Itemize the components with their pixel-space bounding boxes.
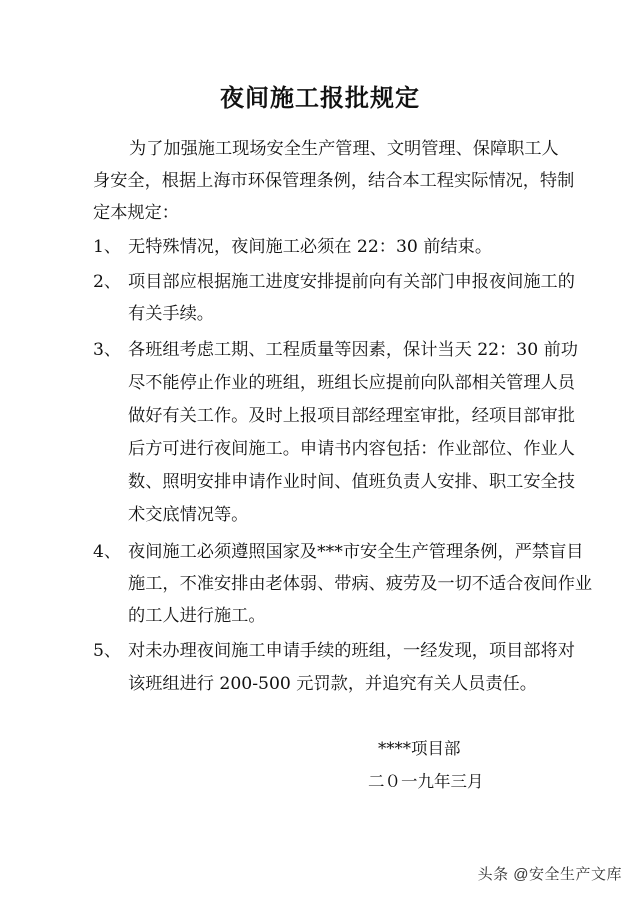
item-number: 2、 [93,272,122,292]
intro-line: 为了加强施工现场安全生产管理、文明管理、保障职工人 [129,139,559,159]
signature-department: ****项目部 [378,739,461,758]
item-line: 做好有关工作。及时上报项目部经理室审批，经项目部审批 [128,406,575,426]
intro-line: 身安全，根据上海市环保管理条例，结合本工程实际情况，特制 [93,171,575,191]
item-line: 后方可进行夜间施工。申请书内容包括：作业部位、作业人 [128,439,575,459]
item-line: 项目部应根据施工进度安排提前向有关部门申报夜间施工的 [128,272,575,292]
item-number: 3、 [93,340,122,360]
item-number: 4、 [93,542,122,562]
item-number: 1、 [93,237,122,257]
item-line: 无特殊情况，夜间施工必须在 22：30 前结束。 [128,237,493,257]
document-title: 夜间施工报批规定 [220,83,420,112]
item-line: 尽不能停止作业的班组，班组长应提前向队部相关管理人员 [128,373,575,393]
item-line: 施工，不准安排由老体弱、带病、疲劳及一切不适合夜间作业 [128,574,593,594]
item-line: 该班组进行 200-500 元罚款，并追究有关人员责任。 [128,674,537,694]
item-line: 有关手续。 [128,304,214,324]
watermark: 头条 @安全生产文库 [477,866,622,883]
item-number: 5、 [93,641,122,661]
item-line: 数、照明安排申请作业时间、值班负责人安排、职工安全技 [128,472,575,492]
intro-line: 定本规定： [93,203,179,223]
signature-date: 二０一九年三月 [368,772,484,791]
item-line: 夜间施工必须遵照国家及***市安全生产管理条例，严禁盲目 [128,542,584,562]
item-line: 术交底情况等。 [128,505,249,525]
item-line: 对未办理夜间施工申请手续的班组，一经发现，项目部将对 [128,641,575,661]
item-line: 的工人进行施工。 [128,606,266,626]
item-line: 各班组考虑工期、工程质量等因素，保计当天 22：30 前功 [128,340,578,360]
